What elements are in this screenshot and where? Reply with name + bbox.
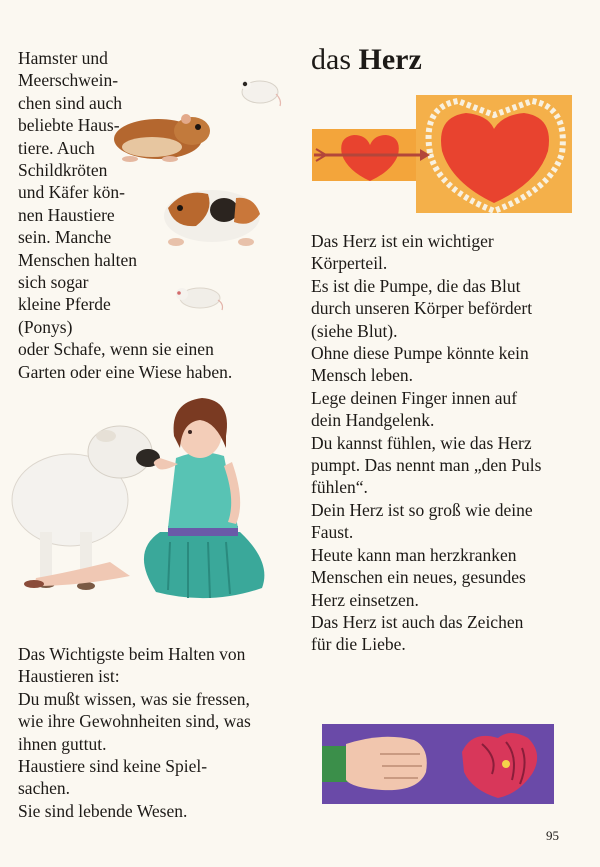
title-article: das xyxy=(311,43,351,76)
pet-care-line: ihnen guttut. xyxy=(18,733,107,754)
heart-description-line: für die Liebe. xyxy=(311,634,406,655)
girl-with-lamb-illustration xyxy=(10,392,280,604)
pets-intro-line: und Käfer kön- xyxy=(18,182,125,203)
pets-intro-line: Hamster und xyxy=(18,48,108,68)
heart-description-line: Lege deinen Finger innen auf xyxy=(311,387,518,408)
heart-description-line: durch unseren Körper befördert xyxy=(311,298,533,319)
pets-intro-line: (Ponys) xyxy=(18,316,73,337)
pet-care-line: wie ihre Gewohnheiten sind, was xyxy=(18,711,251,732)
heart-description-line: Menschen ein neues, gesundes xyxy=(311,567,526,588)
guinea-pig-illustration xyxy=(150,178,270,250)
pets-intro-line: sein. Manche xyxy=(18,227,112,248)
heart-description-line: Das Herz ist auch das Zeichen xyxy=(311,611,524,632)
heart-description-line: Mensch leben. xyxy=(311,365,414,386)
heart-description-line: dein Handgelenk. xyxy=(311,410,435,431)
hearts-illustration xyxy=(312,93,574,215)
heart-description-line: Körperteil. xyxy=(311,253,388,274)
heart-description-line: Ohne diese Pumpe könnte kein xyxy=(311,343,529,364)
heart-description-line: (siehe Blut). xyxy=(311,320,398,341)
fist-and-heart-illustration xyxy=(322,724,554,804)
pet-care-line: Du mußt wissen, was sie fressen, xyxy=(18,688,250,709)
pets-intro-line: sich sogar xyxy=(18,272,89,293)
pet-care-line: sachen. xyxy=(18,778,70,799)
pet-care-text xyxy=(18,643,251,822)
pets-intro-line: beliebte Haus- xyxy=(18,115,120,136)
pets-intro-line: Meerschwein- xyxy=(18,70,119,91)
pet-care-line: Haustiere sind keine Spiel- xyxy=(18,756,208,777)
heart-description-line: Es ist die Pumpe, die das Blut xyxy=(311,275,521,296)
white-mouse-illustration-2 xyxy=(168,282,226,312)
heart-description-line: Heute kann man herzkranken xyxy=(311,544,517,565)
heart-description-line: fühlen“. xyxy=(311,477,368,498)
pets-intro-line: Schildkröten xyxy=(18,160,108,181)
pets-intro-line: oder Schafe, wenn sie einen xyxy=(18,339,214,360)
pets-intro-line: Menschen halten xyxy=(18,249,138,270)
hamster-illustration xyxy=(100,105,220,167)
pets-intro-line: tiere. Auch xyxy=(18,137,95,158)
heart-description-line: Dein Herz ist so groß wie deine xyxy=(311,499,533,520)
heart-description-line: Faust. xyxy=(311,522,354,543)
pets-intro-line: chen sind auch xyxy=(18,92,122,113)
pet-care-line: Sie sind lebende Wesen. xyxy=(18,800,188,821)
pet-care-line: Haustieren ist: xyxy=(18,666,120,687)
heart-description-line: Du kannst fühlen, wie das Herz xyxy=(311,432,532,453)
page-title xyxy=(311,40,422,80)
title-noun: Herz xyxy=(358,43,422,76)
pet-care-line: Das Wichtigste beim Halten von xyxy=(18,644,246,664)
heart-description-text xyxy=(311,230,541,656)
pets-intro-line: kleine Pferde xyxy=(18,294,111,315)
page-number: 95 xyxy=(546,828,559,843)
heart-description-line: Herz einsetzen. xyxy=(311,589,419,610)
white-mouse-illustration xyxy=(232,72,284,108)
pets-intro-line: Garten oder eine Wiese haben. xyxy=(18,361,233,382)
pets-intro-line: nen Haustiere xyxy=(18,204,115,225)
heart-description-line: Das Herz ist ein wichtiger xyxy=(311,231,494,251)
heart-description-line: pumpt. Das nennt man „den Puls xyxy=(311,455,542,476)
